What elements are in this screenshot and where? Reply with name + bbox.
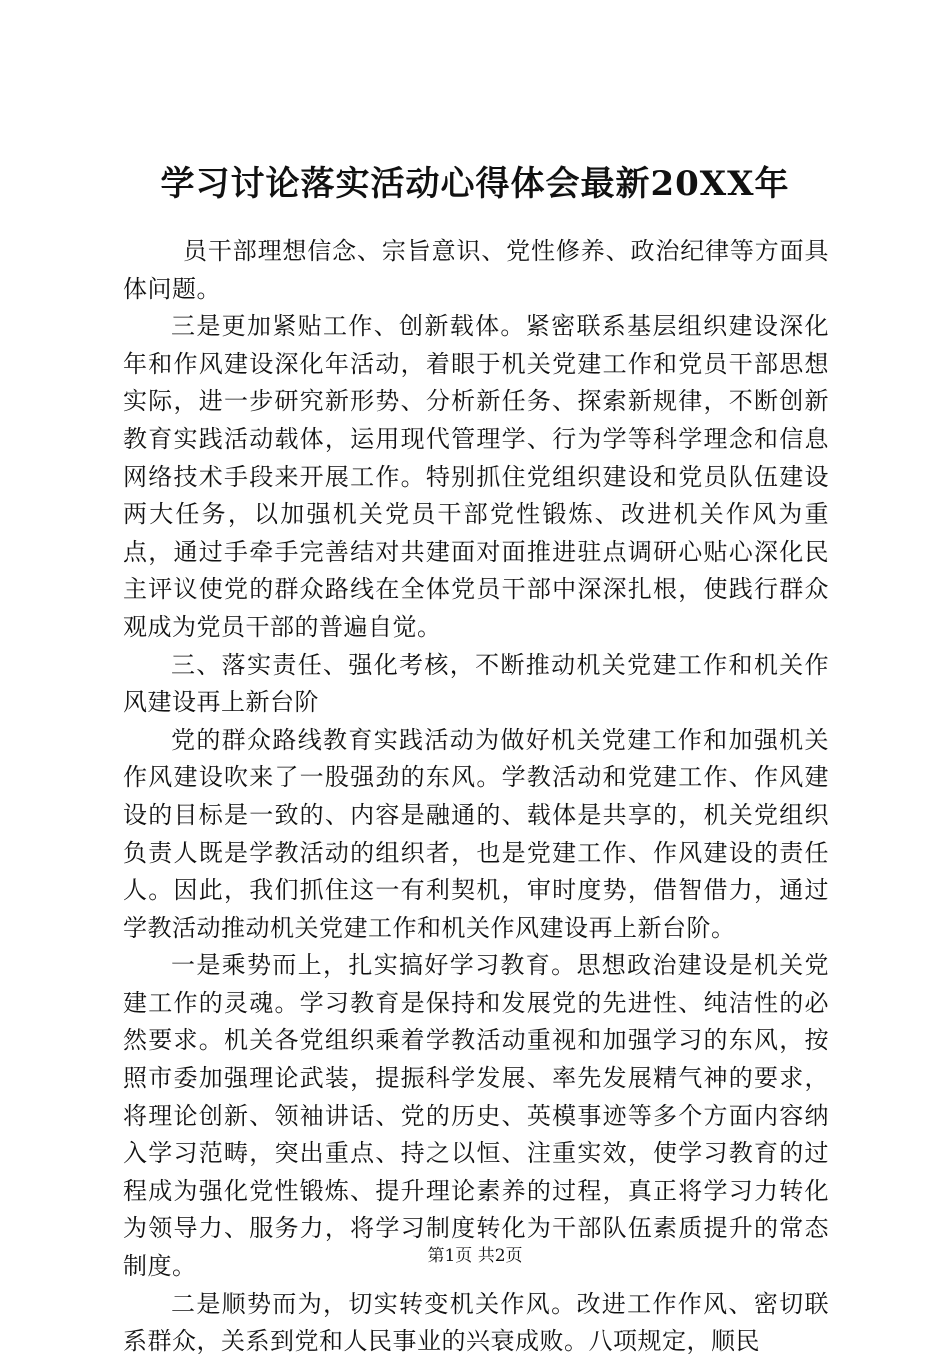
paragraph-2: 三是更加紧贴工作、创新载体。紧密联系基层组织建设深化年和作风建设深化年活动，着眼于机关党建工作和党员干部思想实际，进一步研究新形势、分析新任务、探索新规律，不断创新教育实践活动载体，运用现代管理学、行为学等科学理念和信息网络技术手段来开展工作。特别抓住党组织建设和党员队伍建设两大任务，以加强机关党员干部党性锻炼、改进机关作风为重点，通过手牵手完善结对共建面对面推进驻点调研心贴心深化民主评议使党的群众路线在全体党员干部中深深扎根，使践行群众观成为党员干部的普遍自觉。 [123, 312, 829, 641]
paragraph-5: 一是乘势而上，扎实搞好学习教育。思想政治建设是机关党建工作的灵魂。学习教育是保持和发展党的先进性、纯洁性的必然要求。机关各党组织乘着学教活动重视和加强学习的东风，按照市委加强理论武装，提振科学发展、率先发展精气神的要求，将理论创新、领袖讲话、党的历史、英模事迹等多个方面内容纳入学习范畴，突出重点、持之以恒、注重实效，使学习教育的过程成为强化党性锻炼、提升理论素养的过程，真正将学习力转化为领导力、服务力，将学习制度转化为干部队伍素质提升的常态制度。 [123, 951, 829, 1281]
page-footer: 第1页 共2页 [427, 1246, 523, 1266]
document-body [123, 233, 829, 1361]
paragraph-6: 二是顺势而为，切实转变机关作风。改进工作作风、密切联系群众，关系到党和人民事业的兴衰成败。八项规定，顺民 [123, 1289, 829, 1356]
document-title: 学习讨论落实活动心得体会最新20XX年 [160, 164, 790, 204]
paragraph-4: 党的群众路线教育实践活动为做好机关党建工作和加强机关作风建设吹来了一股强劲的东风。学教活动和党建工作、作风建设的目标是一致的、内容是融通的、载体是共享的，机关党组织负责人既是学教活动的组织者，也是党建工作、作风建设的责任人。因此，我们抓住这一有利契机，审时度势，借智借力，通过学教活动推动机关党建工作和机关作风建设再上新台阶。 [123, 725, 829, 942]
paragraph-3: 三、落实责任、强化考核，不断推动机关党建工作和机关作风建设再上新台阶 [123, 650, 829, 717]
paragraph-1: 员干部理想信念、宗旨意识、党性修养、政治纪律等方面具体问题。 [123, 237, 829, 303]
